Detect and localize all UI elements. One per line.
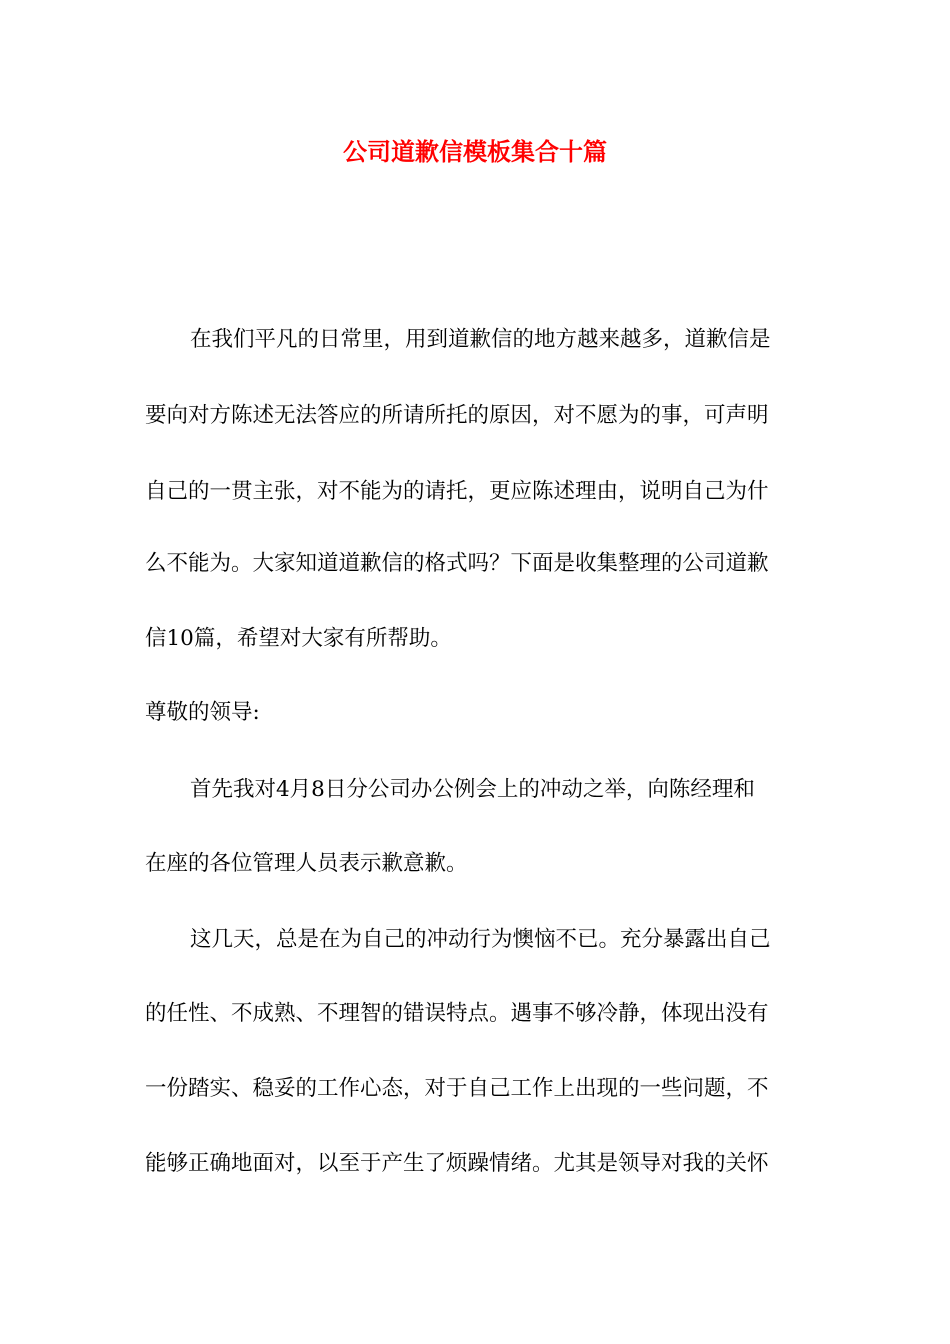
paragraph-line: 要向对方陈述无法答应的所请所托的原因，对不愿为的事，可声明 [145, 403, 769, 428]
paragraph-line: 一份踏实、稳妥的工作心态，对于自己工作上出现的一些问题，不 [145, 1076, 769, 1101]
paragraph-line: 在我们平凡的日常里，用到道歉信的地方越来越多，道歉信是 [190, 327, 771, 352]
paragraph-line: 的任性、不成熟、不理智的错误特点。遇事不够冷静，体现出没有 [145, 1001, 769, 1026]
paragraph-line: 首先我对4月8日分公司办公例会上的冲动之举，向陈经理和 [190, 777, 755, 802]
paragraph-line: 这几天，总是在为自己的冲动行为懊恼不已。充分暴露出自己 [190, 927, 771, 952]
paragraph-line: 信10篇，希望对大家有所帮助。 [145, 626, 452, 651]
paragraph-line: 在座的各位管理人员表示歉意歉。 [145, 851, 468, 876]
document-title: 公司道歉信模板集合十篇 [343, 137, 607, 166]
paragraph-line: 能够正确地面对，以至于产生了烦躁情绪。尤其是领导对我的关怀 [145, 1151, 769, 1176]
paragraph-line: 么不能为。大家知道道歉信的格式吗？下面是收集整理的公司道歉 [145, 551, 769, 576]
paragraph-line: 自己的一贯主张，对不能为的请托，更应陈述理由，说明自己为什 [145, 479, 769, 504]
salutation: 尊敬的领导: [145, 700, 260, 725]
